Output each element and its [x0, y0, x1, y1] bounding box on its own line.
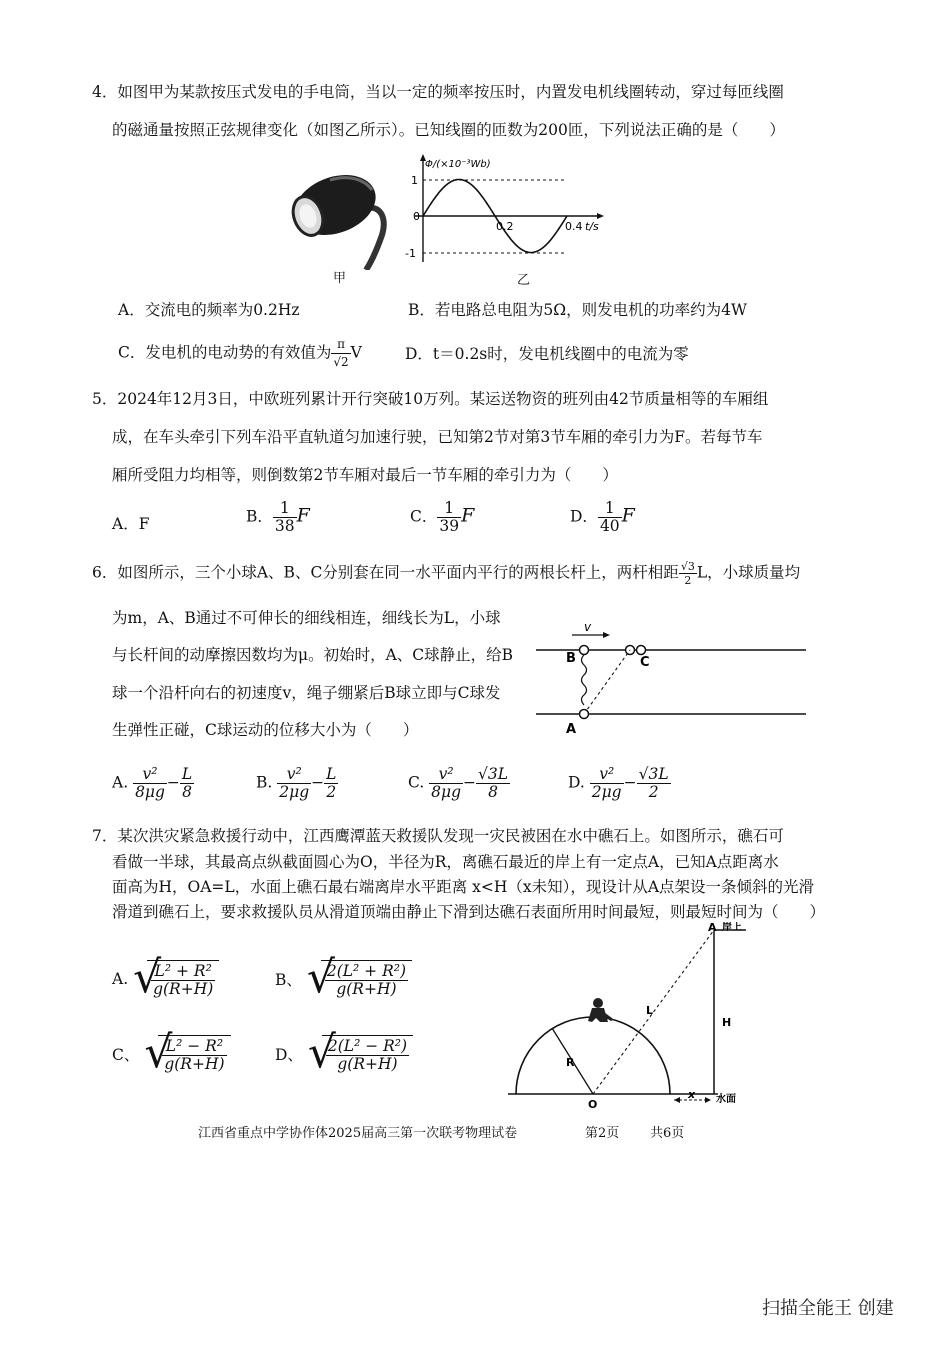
- q4-option-c-unit: V: [350, 343, 362, 362]
- q6-line1-frac: [679, 560, 697, 587]
- q6-d-d1: 2μg: [591, 783, 622, 801]
- q6-text-line4: 球一个沿杆向右的初速度v，绳子绷紧后B球立即与C球发: [112, 684, 501, 702]
- q6-c-frac1: [429, 766, 463, 801]
- q6-text-line5: 生弹性正碰，C球运动的位移大小为（ ）: [112, 721, 419, 739]
- q5-b-label: B．: [246, 507, 273, 526]
- label-o: O: [588, 1098, 598, 1111]
- flux-sine-graph: [405, 152, 605, 267]
- label-r: R: [566, 1056, 575, 1069]
- q7-text-line3: 面高为H，OA=L，水面上礁石最右端离岸水平距离 x<H（x未知），现设计从A点架设一条倾斜的光滑: [112, 878, 815, 896]
- q5-d-frac: [598, 500, 622, 535]
- q7-b-radical: √: [306, 952, 335, 1003]
- q6-a-d2: 8: [182, 783, 192, 801]
- rock-shore-figure: [508, 922, 753, 1112]
- q7-b-label: B、: [275, 971, 302, 989]
- scanner-watermark: 扫描全能王 创建: [762, 1298, 894, 1319]
- q7-d-sqrt: [307, 1027, 413, 1078]
- q5-option-a: A．F: [112, 515, 150, 533]
- graph-ytick-zero: 0: [413, 210, 420, 223]
- q6-c-frac2: [476, 766, 510, 801]
- q7-text-line1: 7．某次洪灾紧急救援行动中，江西鹰潭蓝天救援队发现一灾民被困在水中礁石上。如图所示，礁石可: [92, 827, 784, 845]
- graph-ytick-top: 1: [411, 174, 418, 187]
- q5-d-label: D．: [570, 507, 598, 526]
- q4-option-c-text: C．发电机的电动势的有效值为: [118, 343, 332, 362]
- q5-c-label: C．: [410, 507, 438, 526]
- q5-b-num: 1: [273, 500, 297, 518]
- q7-option-c: [112, 1027, 231, 1078]
- q6-c-d2: 8: [488, 783, 498, 801]
- footer-page: 第2页: [585, 1126, 620, 1141]
- label-v: v: [584, 620, 592, 634]
- q7-text-line4: 滑道到礁石上，要求救援队员从滑道顶端由静止下滑到达礁石表面所用时间最短，则最短时间为（ ）: [112, 903, 826, 921]
- line-oa: [593, 930, 714, 1094]
- q5-text-line3: 厢所受阻力均相等，则倒数第2节车厢对最后一节车厢的牵引力为（ ）: [112, 466, 618, 484]
- q6-d-minus: −: [623, 773, 637, 792]
- q6-b-label: B.: [256, 773, 273, 792]
- q7-c-num: L² − R²: [162, 1038, 226, 1056]
- q6-d-frac2: [637, 766, 671, 801]
- q6-option-b: [256, 766, 338, 801]
- q5-option-c: [410, 500, 474, 535]
- label-l: L: [646, 1004, 654, 1017]
- q6-b-frac1: [277, 766, 311, 801]
- label-b: B: [566, 651, 576, 666]
- q7-c-sqrt: [144, 1027, 230, 1078]
- q6-text-line3: 与长杆间的动摩擦因数均为μ。初始时，A、C球静止，给B: [112, 646, 514, 664]
- q5-text-line1: 5．2024年12月3日，中欧班列累计开行突破10万列。某运送物资的班列由42节质量相等的车厢组: [92, 390, 769, 408]
- q7-b-sqrt: [306, 952, 412, 1003]
- q7-b-num: 2(L² + R²): [326, 962, 407, 980]
- q7-d-frac: [326, 1038, 409, 1073]
- q7-a-radical: √: [133, 952, 162, 1003]
- q6-a-n1: v²: [133, 766, 167, 784]
- q5-c-suffix: F: [461, 504, 475, 527]
- q6-line1-post: L，小球质量均: [696, 563, 801, 582]
- fig-a-caption: 甲: [333, 271, 347, 286]
- q5-option-b: [246, 500, 310, 535]
- q6-option-a: [112, 766, 194, 801]
- q6-a-label: A.: [112, 773, 129, 792]
- graph-ylabel: Φ/(×10⁻³Wb): [425, 159, 491, 170]
- q6-a-d1: 8μg: [135, 783, 165, 801]
- q6-c-d1: 8μg: [431, 783, 462, 801]
- q6-d-frac1: [590, 766, 624, 801]
- q6-d-label: D.: [568, 773, 585, 792]
- q7-d-num: 2(L² − R²): [327, 1037, 408, 1055]
- q6-b-minus: −: [311, 773, 325, 792]
- q5-d-num: 1: [598, 500, 622, 518]
- footer-total: 共6页: [650, 1126, 685, 1141]
- fig-b-caption: 乙: [517, 273, 531, 288]
- q6-d-n1: v²: [590, 766, 624, 784]
- q6-option-d: [568, 766, 671, 801]
- q7-b-den: g(R+H): [336, 980, 397, 998]
- q6-b-n1: v²: [277, 766, 311, 784]
- q6-b-n2: L: [326, 765, 337, 783]
- footer-title: 江西省重点中学协作体2025届高三第一次联考物理试卷: [198, 1126, 518, 1141]
- q5-d-den: 40: [599, 517, 620, 535]
- q6-text-line2: 为m，A、B通过不可伸长的细线相连，细线长为L，小球: [112, 609, 501, 627]
- label-shore: 岸上: [722, 922, 742, 933]
- graph-xtick-2: 0.4: [565, 220, 583, 233]
- q6-frac-den: 2: [684, 574, 692, 587]
- q6-a-frac1: [133, 766, 167, 801]
- q6-b-frac2: [324, 766, 338, 801]
- q5-d-suffix: F: [621, 504, 635, 527]
- q6-frac-num: √3: [680, 560, 695, 573]
- q6-text-line1: [92, 560, 800, 587]
- q6-d-n2: √3L: [638, 765, 669, 783]
- q6-c-n2: √3L: [478, 765, 509, 783]
- q7-option-b: [275, 952, 412, 1003]
- q5-c-frac: [437, 500, 461, 535]
- q7-a-num: L² + R²: [151, 963, 215, 981]
- q7-a-den: g(R+H): [153, 980, 214, 998]
- q4-option-d: D．t＝0.2s时，发电机线圈中的电流为零: [405, 345, 689, 363]
- q7-c-den: g(R+H): [164, 1055, 225, 1073]
- ball-b: [580, 646, 589, 655]
- person-icon: [588, 998, 612, 1022]
- q7-text-line2: 看做一半球，其最高点纵截面圆心为O，半径为R，离礁石最近的岸上有一定点A，已知A点距离水: [112, 853, 779, 871]
- q5-b-den: 38: [274, 517, 295, 535]
- q4-c-den: √2: [333, 355, 349, 369]
- label-h: H: [722, 1016, 732, 1029]
- q7-d-radical: √: [307, 1027, 336, 1078]
- taut-string-dashed: [584, 650, 630, 714]
- graph-ytick-bottom: -1: [405, 247, 416, 260]
- q7-c-label: C、: [112, 1046, 140, 1064]
- q7-d-label: D、: [275, 1046, 303, 1064]
- q7-option-d: [275, 1027, 413, 1078]
- q7-a-sqrt: [133, 952, 219, 1003]
- q7-a-label: A.: [112, 970, 129, 988]
- q6-a-n2: L: [181, 765, 193, 783]
- q7-d-den: g(R+H): [337, 1055, 398, 1073]
- q7-option-a: [112, 952, 219, 1003]
- label-a: A: [566, 722, 577, 737]
- q6-c-label: C.: [408, 773, 425, 792]
- q4-text-line2: 的磁通量按照正弦规律变化（如图乙所示）。已知线圈的匝数为200匝，下列说法正确的是（ ）: [112, 121, 785, 139]
- q5-b-frac: [273, 500, 297, 535]
- label-water: 水面: [716, 1094, 736, 1105]
- q6-a-frac2: [180, 766, 194, 801]
- q4-option-b: B．若电路总电阻为5Ω，则发电机的功率约为4W: [408, 301, 747, 319]
- q6-b-d2: 2: [326, 783, 337, 801]
- q6-option-c: [408, 766, 510, 801]
- q5-option-d: [570, 500, 635, 535]
- label-x: x: [688, 1088, 696, 1101]
- q6-a-minus: −: [166, 773, 180, 792]
- q7-c-radical: √: [144, 1027, 173, 1078]
- q6-line1-pre: 6．如图所示，三个小球A、B、C分别套在同一水平面内平行的两根长杆上，两杆相距: [92, 563, 679, 582]
- q5-b-suffix: F: [296, 504, 310, 527]
- q4-option-a: A．交流电的频率为0.2Hz: [118, 301, 300, 319]
- ball-c: [637, 646, 646, 655]
- q6-c-n1: v²: [429, 766, 463, 784]
- graph-xunit: t/s: [585, 220, 599, 233]
- q5-c-den: 39: [439, 517, 460, 535]
- rock-hemisphere: [516, 1017, 670, 1094]
- rods-balls-figure: [530, 618, 810, 738]
- q4-text-line1: 4．如图甲为某款按压式发电的手电筒，当以一定的频率按压时，内置发电机线圈转动，穿过每匝线圈: [92, 83, 784, 101]
- q4-c-num: π: [331, 336, 350, 354]
- label-c: C: [640, 655, 650, 670]
- q5-c-num: 1: [437, 500, 461, 518]
- q6-c-minus: −: [463, 773, 477, 792]
- graph-xtick-1: 0.2: [496, 220, 514, 233]
- q6-b-d1: 2μg: [279, 783, 310, 801]
- q5-text-line2: 成，在车头牵引下列车沿平直轨道匀加速行驶，已知第2节对第3节车厢的牵引力为F。若每节车: [112, 428, 763, 446]
- q4-option-c-frac: [331, 336, 350, 371]
- q4-option-c: [118, 336, 362, 371]
- q6-d-d2: 2: [648, 783, 659, 801]
- q7-b-frac: [325, 963, 408, 998]
- flashlight-photo: [280, 160, 405, 270]
- label-point-a: A: [708, 922, 717, 934]
- slack-string: [582, 655, 587, 705]
- ball-a: [580, 710, 589, 719]
